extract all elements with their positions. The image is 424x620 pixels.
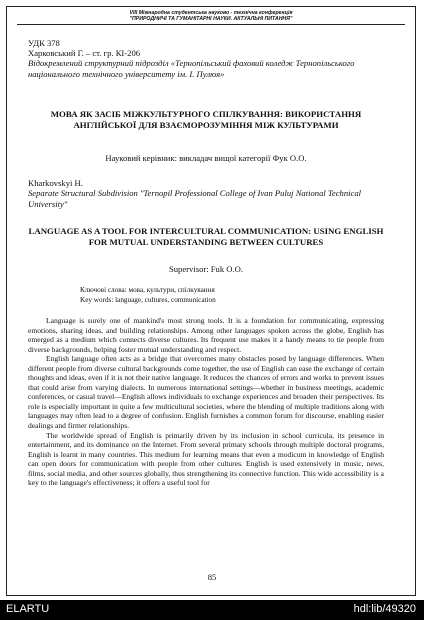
body-paragraph: Language is surely one of mankind's most strong tools. It is a foundation for communicating, expressing emotions, sharing ideas, and building relationships. Among other languages spoken across the globe, English has emerged as a medium which connects diverse cultures. Its frequent use makes it a handy means to tie people from diverse backgrounds, helping foster mutual understanding and respect. xyxy=(28,316,384,354)
header-divider xyxy=(17,24,405,25)
footer-bar xyxy=(0,600,424,620)
conference-header xyxy=(15,10,407,22)
conference-header-line1: VIII Міжнародна студентська науково - технічна конференція xyxy=(129,10,293,16)
title-en: LANGUAGE AS A TOOL FOR INTERCULTURAL COMMUNICATION: USING ENGLISH FOR MUTUAL UNDERSTANDING BETWEEN CULTURES xyxy=(28,226,384,247)
authors-ua: Харковський Г. – ст. гр. КІ-206 xyxy=(28,48,141,58)
article-body xyxy=(28,316,384,488)
affiliation-en: Separate Structural Subdivision "Ternopil Professional College of Ivan Puluj National Technical University" xyxy=(28,188,362,209)
author-en: Kharkovskyi H. xyxy=(28,178,83,188)
page-number: 85 xyxy=(207,572,217,582)
keywords-en: Key words: language, cultures, communication xyxy=(80,295,216,304)
conference-header-line2: "ПРИРОДНИЧІ ТА ГУМАНІТАРНІ НАУКИ. АКТУАЛЬНІ ПИТАННЯ" xyxy=(129,16,293,22)
title-ua: МОВА ЯК ЗАСІБ МІЖКУЛЬТУРНОГО СПІЛКУВАННЯ: ВИКОРИСТАННЯ АНГЛІЙСЬКОЇ ДЛЯ ВЗАЄМОРОЗУМІННЯ МІЖ КУЛЬТУРАМИ xyxy=(50,109,362,130)
supervisor-ua: Науковий керівник: викладач вищої категорії Фук О.О. xyxy=(105,153,307,163)
keywords-block xyxy=(80,286,380,305)
body-paragraph: The worldwide spread of English is primarily driven by its inclusion in school curricula, its presence in entertainment, and its dominance on the Internet. From several primary schools through multiple doctoral programs, English is learnt in many countries. This medium for learning means that even a modicum in knowledge of English can open doors for communication with people from other cultures. English is used extensively in music, news, films, social media, and other sources globally, thus strengthening its connective function. This wide accessibility is a key to the language's effectiveness; it offers a useful tool for xyxy=(28,430,384,488)
body-paragraph: English language often acts as a bridge that overcomes many obstacles posed by language differences. When different people from diverse cultural backgrounds come together, the use of English can ease the exchange of certain thoughts and ideas, even if it is not their native language. It reduces the chances of errors and works to prevent issues that could arise from varying dialects. In numerous international settings—whether in business meetings, academic conferences, or casual travel—English allows individuals to exchange experiences and broaden their perspectives. Its role is especially important in quite a few multicultural societies, where the blending of multiple traditions along with languages may often lead to a degree of confusion. English furnishes a common forum for discourse, enabling easier dealings and firmer relationships. xyxy=(28,354,384,431)
keywords-ua: Ключові слова: мова, культури, спілкування xyxy=(80,286,215,294)
footer-repository-name: ELARTU xyxy=(6,603,50,615)
udk-code: УДК 378 xyxy=(28,38,60,48)
supervisor-en: Supervisor: Fuk O.O. xyxy=(168,264,243,274)
affiliation-ua: Відокремлений структурний підрозділ «Тернопільський фаховий коледж Тернопільського національного технічного університету ім. І. Пулюя» xyxy=(28,58,355,79)
footer-handle-id: hdl:lib/49320 xyxy=(353,603,416,615)
